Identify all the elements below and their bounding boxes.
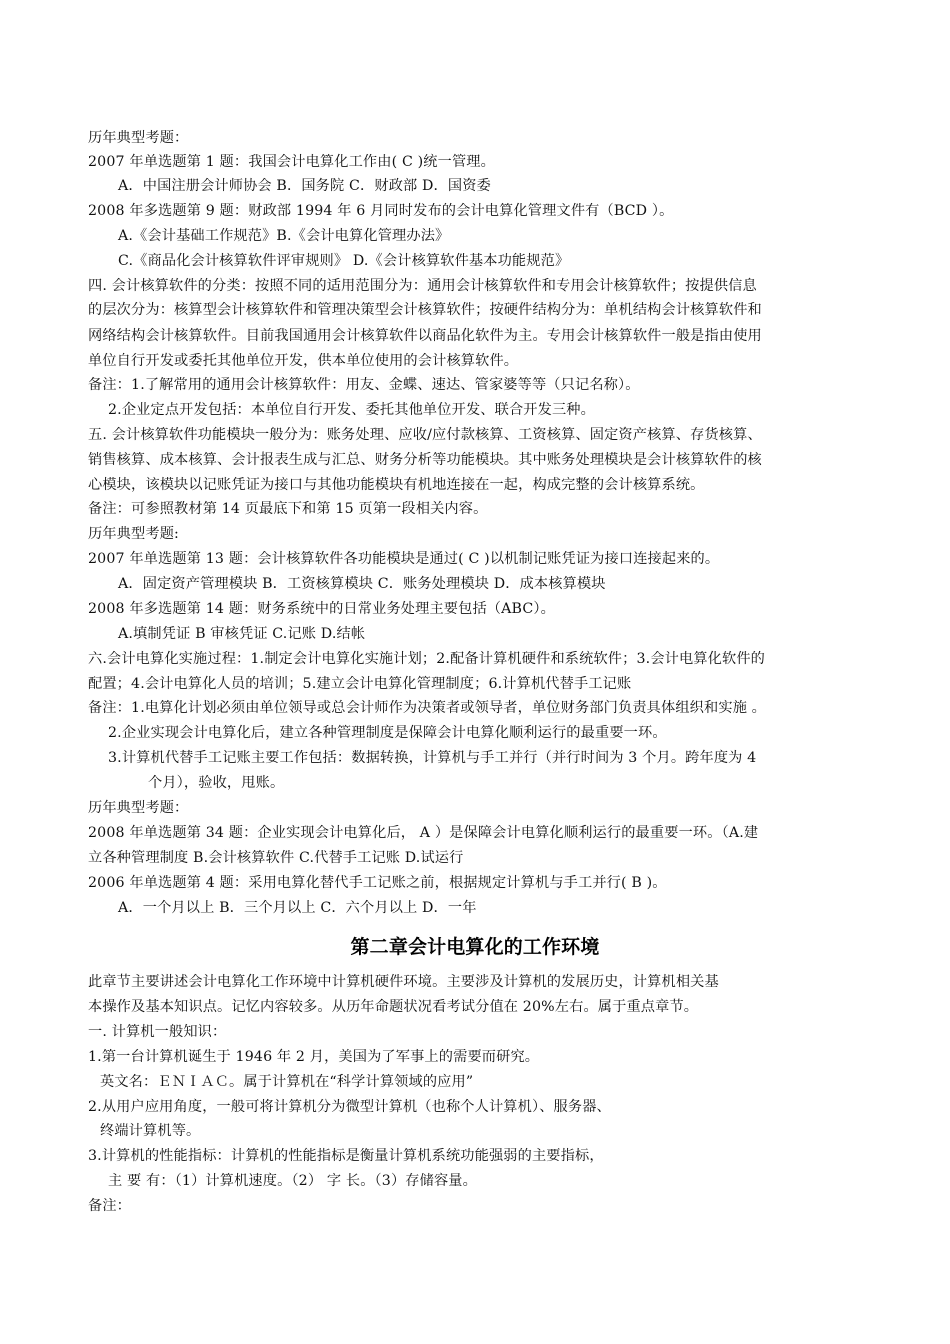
text-line: 备注：1.电算化计划必须由单位领导或总会计师作为决策者或领导者，单位财务部门负责具体组织和实施 。 xyxy=(88,700,767,716)
text-line: 的层次分为：核算型会计核算软件和管理决策型会计核算软件；按硬件结构分为：单机结构会计核算软件和 xyxy=(88,302,762,318)
text-line: 英文名：ＥＮＩＡＣ。属于计算机在“科学计算领域的应用” xyxy=(100,1074,474,1090)
text-line: 2007 年单选题第 13 题：会计核算软件各功能模块是通过( C )以机制记账凭证为接口连接起来的。 xyxy=(88,551,720,567)
text-line: A.填制凭证 B 审核凭证 C.记账 D.结帐 xyxy=(118,626,366,642)
text-line: 2.企业定点开发包括：本单位自行开发、委托其他单位开发、联合开发三种。 xyxy=(108,402,595,418)
text-line: 备注：1.了解常用的通用会计核算软件：用友、金蝶、速达、管家婆等等（只记名称）。 xyxy=(88,377,640,393)
text-line: 本操作及基本知识点。记忆内容较多。从历年命题状况看考试分值在 20%左右。属于重点章节。 xyxy=(88,999,699,1015)
text-line: 主 要 有：（1）计算机速度。（2） 字 长。（3）存储容量。 xyxy=(108,1173,477,1189)
text-line: 备注： xyxy=(88,1198,132,1214)
text-line: 3.计算机代替手工记账主要工作包括：数据转换，计算机与手工并行（并行时间为 3 个月。跨年度为 4 xyxy=(108,750,757,766)
text-line: 历年典型考题： xyxy=(88,800,189,816)
text-line: 六.会计电算化实施过程：1.制定会计电算化实施计划；2.配备计算机硬件和系统软件；3.会计电算化软件的 xyxy=(88,651,766,667)
text-line: 单位自行开发或委托其他单位开发，供本单位使用的会计核算软件。 xyxy=(88,353,519,369)
text-line: A．固定资产管理模块 B．工资核算模块 C．账务处理模块 D．成本核算模块 xyxy=(118,576,606,592)
text-line: 网络结构会计核算软件。目前我国通用会计核算软件以商品化软件为主。专用会计核算软件一般是指由使用 xyxy=(88,328,762,344)
text-line: 2007 年单选题第 1 题：我国会计电算化工作由( C )统一管理。 xyxy=(88,154,495,170)
text-line: 五. 会计核算软件功能模块一般分为：账务处理、应收/应付款核算、工资核算、固定资产核算、存货核算、 xyxy=(88,427,762,443)
text-line: 历年典型考题： xyxy=(88,130,189,146)
text-line: 立各种管理制度 B.会计核算软件 C.代替手工记账 D.试运行 xyxy=(88,850,464,866)
chapter-title: 第二章会计电算化的工作环境 xyxy=(350,936,600,958)
text-line: 2008 年多选题第 14 题：财务系统中的日常业务处理主要包括（ABC）。 xyxy=(88,601,555,617)
text-line: 个月），验收，甩账。 xyxy=(148,775,285,791)
text-line: 此章节主要讲述会计电算化工作环境中计算机硬件环境。主要涉及计算机的发展历史，计算机相关基 xyxy=(88,974,719,990)
text-line: 一. 计算机一般知识： xyxy=(88,1024,227,1040)
text-line: A.《会计基础工作规范》B.《会计电算化管理办法》 xyxy=(118,228,450,244)
text-line: 2.从用户应用角度，一般可将计算机分为微型计算机（也称个人计算机）、服务器、 xyxy=(88,1099,611,1115)
text-line: 终端计算机等。 xyxy=(100,1123,201,1139)
text-line: 四. 会计核算软件的分类：按照不同的适用范围分为：通用会计核算软件和专用会计核算软件；按提供信息 xyxy=(88,278,757,294)
text-line: 1.第一台计算机诞生于 1946 年 2 月，美国为了军事上的需要而研究。 xyxy=(88,1049,540,1065)
text-line: A．一个月以上 B．三个月以上 C．六个月以上 D．一年 xyxy=(118,900,477,916)
text-line: 2006 年单选题第 4 题：采用电算化替代手工记账之前，根据规定计算机与手工并行( B )。 xyxy=(88,875,667,891)
text-line: 备注：可参照教材第 14 页最底下和第 15 页第一段相关内容。 xyxy=(88,501,488,517)
text-line: 历年典型考题: xyxy=(88,526,179,542)
text-line: 配置；4.会计电算化人员的培训；5.建立会计电算化管理制度；6.计算机代替手工记账 xyxy=(88,676,632,692)
text-line: 销售核算、成本核算、会计报表生成与汇总、财务分析等功能模块。其中账务处理模块是会计核算软件的核 xyxy=(88,452,762,468)
text-line: C.《商品化会计核算软件评审规则》 D.《会计核算软件基本功能规范》 xyxy=(118,253,570,269)
text-line: 3.计算机的性能指标：计算机的性能指标是衡量计算机系统功能强弱的主要指标， xyxy=(88,1148,604,1164)
text-line: 2.企业实现会计电算化后，建立各种管理制度是保障会计电算化顺利运行的最重要一环。 xyxy=(108,725,667,741)
text-line: 2008 年多选题第 9 题：财政部 1994 年 6 月同时发布的会计电算化管理文件有（BCD ）。 xyxy=(88,203,674,219)
text-line: A．中国注册会计师协会 B．国务院 C．财政部 D．国资委 xyxy=(118,178,491,194)
text-line: 2008 年单选题第 34 题：企业实现会计电算化后， A ）是保障会计电算化顺利运行的最重要一环。（A.建 xyxy=(88,825,759,841)
text-line: 心模块，该模块以记账凭证为接口与其他功能模块有机地连接在一起，构成完整的会计核算系统。 xyxy=(88,477,705,493)
